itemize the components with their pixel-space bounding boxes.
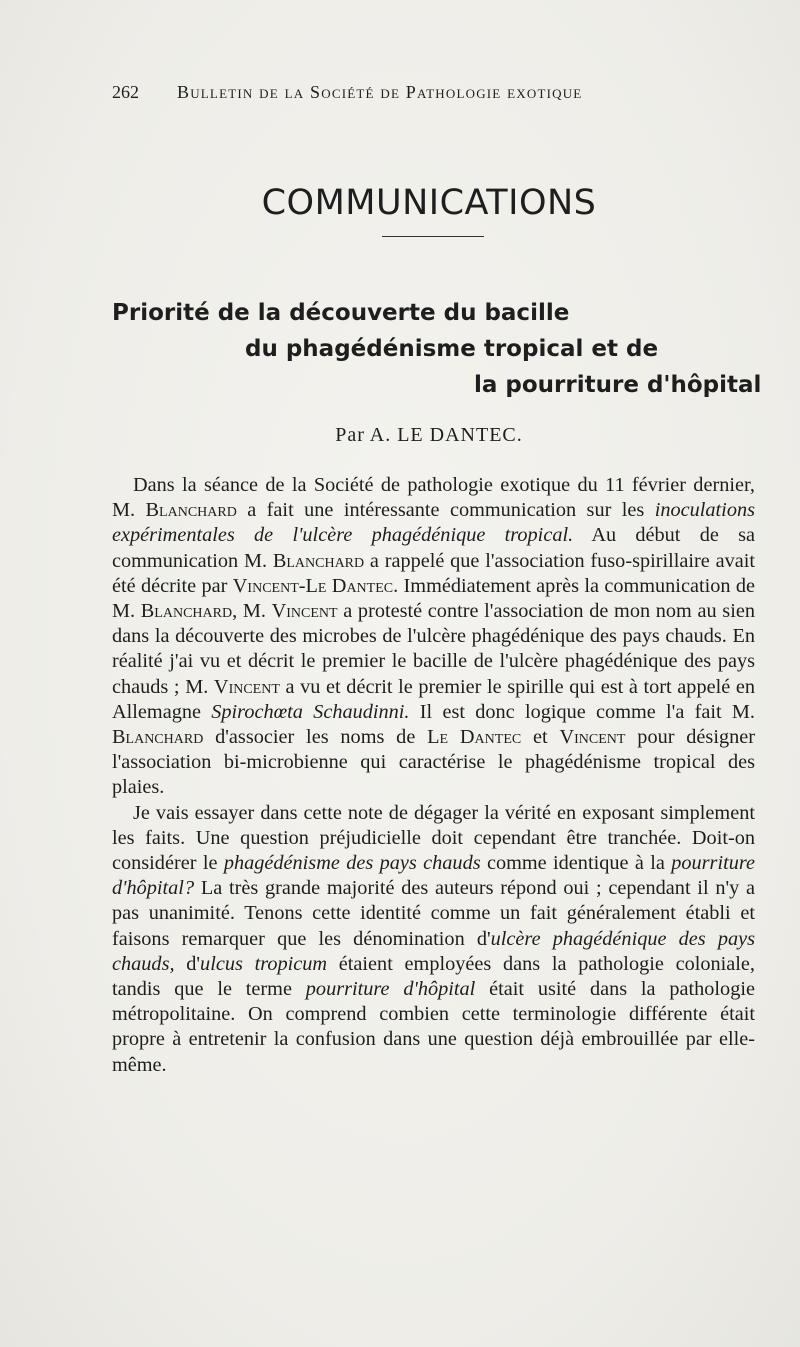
text-run: . Immédiatement après la communication de M. xyxy=(112,574,755,623)
italic-text: inoculations expérimentales de l'ulcère phagédénique tropical. xyxy=(112,499,755,547)
author-name: Blanchard xyxy=(112,726,204,749)
text-run: Je vais essayer dans cette note de dégager la vérité en exposant simplement les faits. Une question préjudicielle doit cependant être tranchée. Doit-on considérer le xyxy=(112,801,755,875)
body-paragraph-2 xyxy=(112,801,755,1078)
text-run: d'associer les noms de xyxy=(203,726,428,749)
text-run: Au début de sa communication M. xyxy=(112,524,755,572)
author-name: Blanchard xyxy=(140,600,233,623)
text-run: était usité dans la pathologie métropolitaine. On comprend combien cette terminologie différente était propre à entretenir la confusion dans une question déjà embrouillée par elle-même. xyxy=(112,978,755,1076)
italic-text: pourriture d'hôpital? xyxy=(112,852,755,900)
text-run: Dans la séance de la Société de pathologie exotique du 11 février dernier, M. xyxy=(112,474,755,522)
author-name: Blanchard xyxy=(145,499,237,522)
title-line-3: la pourriture d'hôpital xyxy=(474,372,762,398)
title-line-2: du phagédénisme tropical et de xyxy=(245,336,659,362)
title-divider xyxy=(382,236,484,237)
text-run: et xyxy=(521,726,560,749)
page-number: 262 xyxy=(112,82,139,102)
running-title: Bulletin de la Société de Pathologie exotique xyxy=(177,82,583,102)
author-name: Le Dantec xyxy=(427,726,522,749)
italic-text: phagédénisme des pays chauds xyxy=(223,852,481,875)
article-body xyxy=(112,473,755,1078)
text-run: a fait une intéressante communication sur les xyxy=(236,499,655,522)
text-run: , M. xyxy=(232,600,272,623)
text-run: a protesté contre l'association de mon nom au sien dans la découverte des microbes de l'ulcère phagédénique des pays chauds. En réalité j'ai vu et décrit le premier le bacille de l'ulcère phagédénique des pays chauds ; M. xyxy=(112,600,755,698)
author-name: Blanchard xyxy=(272,549,365,572)
italic-text: pourriture d'hôpital xyxy=(305,978,476,1001)
author-name: Vincent xyxy=(213,675,280,698)
italic-text: ulcus tropicum xyxy=(200,952,328,975)
text-run: comme identique à la xyxy=(480,852,672,875)
text-run: La très grande majorité des auteurs répond oui ; cependant il n'y a pas unanimité. Tenons cette identité comme un fait généralement établi et faisons remarquer que les dénomination d' xyxy=(112,877,755,950)
text-run: d' xyxy=(174,952,201,975)
text-run: a vu et décrit le premier le spirille qui est à tort appelé en Allemagne xyxy=(112,675,755,723)
title-line-1: Priorité de la découverte du bacille xyxy=(112,300,570,326)
italic-text: ulcère phagédénique des pays chauds, xyxy=(112,927,755,975)
author-name: Vincent xyxy=(271,600,338,623)
text-run: pour désigner l'association bi-microbienne qui caractérise le phagédénisme tropical des plaies. xyxy=(112,726,756,799)
author-name: Vincent-Le Dantec xyxy=(232,574,394,597)
text-run: étaient employées dans la pathologie coloniale, tandis que le terme xyxy=(112,952,755,1001)
text-run: a rappelé que l'association fuso-spirillaire avait été décrite par xyxy=(112,549,755,597)
body-paragraph-1 xyxy=(112,473,755,801)
author-name: Vincent xyxy=(559,726,626,749)
running-header xyxy=(112,82,672,103)
text-run: Il est donc logique comme l'a fait M. xyxy=(409,700,755,723)
byline: Par A. LE DANTEC. xyxy=(335,424,523,446)
section-title: COMMUNICATIONS xyxy=(261,183,597,223)
italic-text: Spirochœta Schaudinni. xyxy=(211,700,410,723)
